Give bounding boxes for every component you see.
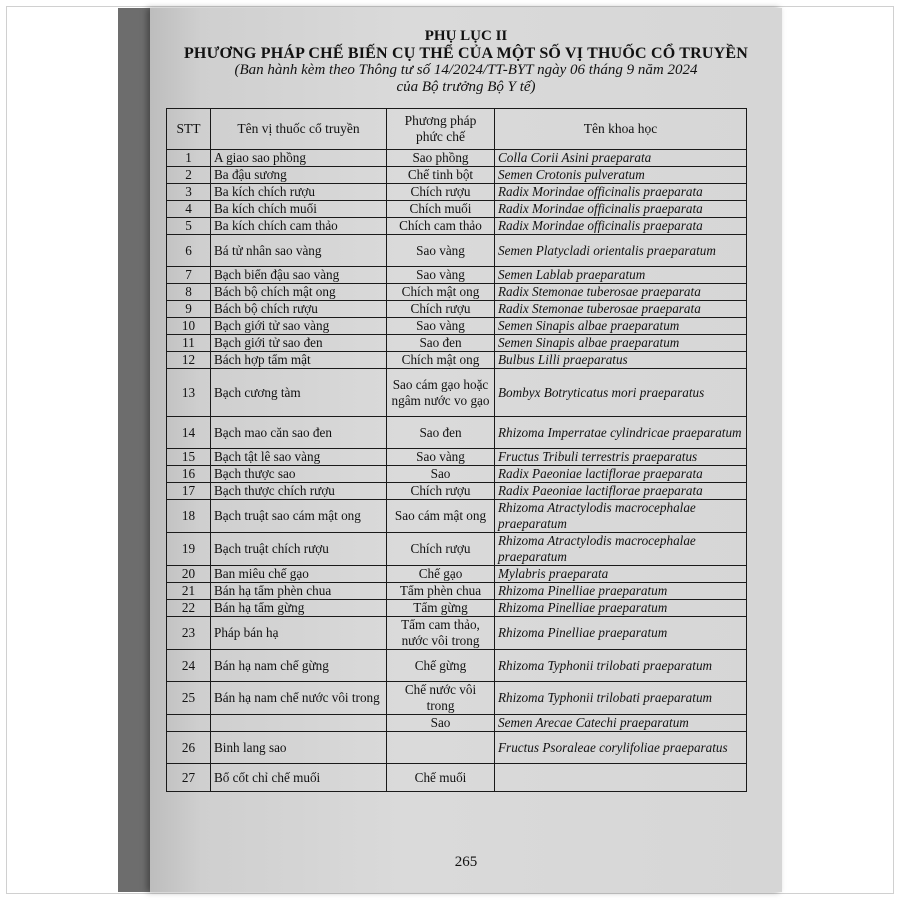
cell-scientific-name	[495, 764, 747, 792]
cell-name: Bách bộ chích rượu	[211, 301, 387, 318]
table-row	[167, 732, 747, 764]
cell-method: Sao vàng	[387, 267, 495, 284]
cell-stt	[167, 715, 211, 732]
cell-stt: 2	[167, 167, 211, 184]
cell-method: Sao	[387, 466, 495, 483]
cell-stt: 12	[167, 352, 211, 369]
cell-name: Bán hạ nam chế nước vôi trong	[211, 682, 387, 715]
book-page	[150, 8, 782, 892]
col-header-method: Phương pháp phức chế	[387, 109, 495, 150]
cell-scientific-name: Radix Stemonae tuberosae praeparata	[495, 301, 747, 318]
cell-method: Chích rượu	[387, 533, 495, 566]
cell-name: Ban miêu chế gạo	[211, 566, 387, 583]
cell-method: Chích cam thảo	[387, 218, 495, 235]
cell-scientific-name: Radix Morindae officinalis praeparata	[495, 201, 747, 218]
cell-scientific-name: Fructus Psoraleae corylifoliae praeparatus	[495, 732, 747, 764]
cell-scientific-name: Mylabris praeparata	[495, 566, 747, 583]
cell-method: Sao cám mật ong	[387, 500, 495, 533]
table-row	[167, 352, 747, 369]
cell-method: Chế muối	[387, 764, 495, 792]
table-row	[167, 150, 747, 167]
table-row	[167, 483, 747, 500]
table-row	[167, 335, 747, 352]
cell-method: Chế gừng	[387, 650, 495, 682]
cell-scientific-name: Radix Morindae officinalis praeparata	[495, 184, 747, 201]
page-header	[150, 28, 782, 95]
cell-name: Bạch giới tử sao vàng	[211, 318, 387, 335]
cell-method: Tẩm phèn chua	[387, 583, 495, 600]
cell-method: Sao đen	[387, 335, 495, 352]
cell-scientific-name: Rhizoma Atractylodis macrocephalae praeparatum	[495, 500, 747, 533]
cell-method: Tẩm cam thảo, nước vôi trong	[387, 617, 495, 650]
table-row	[167, 449, 747, 466]
cell-method: Sao phồng	[387, 150, 495, 167]
cell-stt: 17	[167, 483, 211, 500]
cell-stt: 18	[167, 500, 211, 533]
cell-scientific-name: Rhizoma Pinelliae praeparatum	[495, 600, 747, 617]
cell-name: A giao sao phồng	[211, 150, 387, 167]
cell-stt: 9	[167, 301, 211, 318]
table-row	[167, 583, 747, 600]
cell-scientific-name: Rhizoma Imperratae cylindricae praeparatum	[495, 417, 747, 449]
page-number: 265	[454, 854, 478, 870]
cell-name: Bán hạ tẩm gừng	[211, 600, 387, 617]
table-row	[167, 682, 747, 715]
cell-method: Chích mật ong	[387, 352, 495, 369]
appendix-label: PHỤ LỤC II	[424, 28, 508, 44]
cell-name: Bạch mao căn sao đen	[211, 417, 387, 449]
table-row	[167, 617, 747, 650]
cell-method: Sao cám gạo hoặc ngâm nước vo gạo	[387, 369, 495, 417]
cell-scientific-name: Rhizoma Atractylodis macrocephalae praeparatum	[495, 533, 747, 566]
cell-scientific-name: Radix Paeoniae lactiflorae praeparata	[495, 466, 747, 483]
cell-name	[211, 715, 387, 732]
cell-name: Bổ cốt chỉ chế muối	[211, 764, 387, 792]
cell-method: Chế tinh bột	[387, 167, 495, 184]
cell-method: Tẩm gừng	[387, 600, 495, 617]
cell-name: Ba kích chích muối	[211, 201, 387, 218]
cell-scientific-name: Semen Lablab praeparatum	[495, 267, 747, 284]
table-header-row	[167, 109, 747, 150]
document-title: PHƯƠNG PHÁP CHẾ BIẾN CỤ THỂ CỦA MỘT SỐ VỊ THUỐC CỔ TRUYỀN	[183, 44, 749, 62]
cell-method: Sao vàng	[387, 318, 495, 335]
cell-method	[387, 732, 495, 764]
table-row	[167, 218, 747, 235]
table-row	[167, 235, 747, 267]
cell-name: Pháp bán hạ	[211, 617, 387, 650]
cell-scientific-name: Rhizoma Typhonii trilobati praeparatum	[495, 682, 747, 715]
subtitle-line-2: của Bộ trưởng Bộ Y tế)	[396, 78, 536, 95]
cell-name: Binh lang sao	[211, 732, 387, 764]
cell-name: Bách bộ chích mật ong	[211, 284, 387, 301]
cell-stt: 13	[167, 369, 211, 417]
cell-name: Bạch truật chích rượu	[211, 533, 387, 566]
cell-scientific-name: Rhizoma Typhonii trilobati praeparatum	[495, 650, 747, 682]
cell-name: Bạch tật lê sao vàng	[211, 449, 387, 466]
cell-method: Chế gạo	[387, 566, 495, 583]
cell-method: Sao đen	[387, 417, 495, 449]
table-row	[167, 284, 747, 301]
table-row	[167, 566, 747, 583]
cell-name: Bạch truật sao cám mật ong	[211, 500, 387, 533]
cell-method: Chích rượu	[387, 184, 495, 201]
cell-name: Bạch giới tử sao đen	[211, 335, 387, 352]
cell-stt: 3	[167, 184, 211, 201]
cell-name: Bạch thược chích rượu	[211, 483, 387, 500]
cell-name: Bạch cương tàm	[211, 369, 387, 417]
cell-stt: 20	[167, 566, 211, 583]
cell-name: Bạch thược sao	[211, 466, 387, 483]
cell-stt: 19	[167, 533, 211, 566]
cell-scientific-name: Fructus Tribuli terrestris praeparatus	[495, 449, 747, 466]
cell-name: Bách hợp tẩm mật	[211, 352, 387, 369]
cell-scientific-name: Colla Corii Asini praeparata	[495, 150, 747, 167]
table-row	[167, 715, 747, 732]
col-header-name: Tên vị thuốc cổ truyền	[211, 109, 387, 150]
cell-name: Ba kích chích cam thảo	[211, 218, 387, 235]
table-row	[167, 466, 747, 483]
table-row	[167, 301, 747, 318]
cell-method: Chích rượu	[387, 483, 495, 500]
cell-stt: 8	[167, 284, 211, 301]
cell-name: Bán hạ tẩm phèn chua	[211, 583, 387, 600]
cell-stt: 4	[167, 201, 211, 218]
cell-stt: 21	[167, 583, 211, 600]
table-row	[167, 417, 747, 449]
cell-stt: 5	[167, 218, 211, 235]
cell-scientific-name: Radix Paeoniae lactiflorae praeparata	[495, 483, 747, 500]
cell-scientific-name: Bombyx Botryticatus mori praeparatus	[495, 369, 747, 417]
cell-name: Bán hạ nam chế gừng	[211, 650, 387, 682]
cell-method: Chích mật ong	[387, 284, 495, 301]
table-row	[167, 500, 747, 533]
cell-stt: 26	[167, 732, 211, 764]
cell-stt: 16	[167, 466, 211, 483]
table-row	[167, 533, 747, 566]
cell-stt: 1	[167, 150, 211, 167]
cell-stt: 10	[167, 318, 211, 335]
cell-stt: 24	[167, 650, 211, 682]
table-row	[167, 600, 747, 617]
table-row	[167, 650, 747, 682]
cell-stt: 11	[167, 335, 211, 352]
cell-stt: 25	[167, 682, 211, 715]
cell-stt: 15	[167, 449, 211, 466]
cell-method: Sao vàng	[387, 235, 495, 267]
cell-scientific-name: Bulbus Lilli praeparatus	[495, 352, 747, 369]
cell-scientific-name: Semen Platycladi orientalis praeparatum	[495, 235, 747, 267]
cell-name: Bạch biển đậu sao vàng	[211, 267, 387, 284]
cell-scientific-name: Semen Sinapis albae praeparatum	[495, 318, 747, 335]
table-row	[167, 764, 747, 792]
cell-scientific-name: Semen Crotonis pulveratum	[495, 167, 747, 184]
herbal-medicine-table	[166, 108, 747, 792]
table-row	[167, 184, 747, 201]
table-row	[167, 369, 747, 417]
col-header-stt: STT	[167, 109, 211, 150]
cell-scientific-name: Semen Sinapis albae praeparatum	[495, 335, 747, 352]
cell-name: Ba đậu sương	[211, 167, 387, 184]
cell-name: Bá tử nhân sao vàng	[211, 235, 387, 267]
col-header-scientific-name: Tên khoa học	[495, 109, 747, 150]
cell-stt: 6	[167, 235, 211, 267]
cell-stt: 7	[167, 267, 211, 284]
cell-method: Chích rượu	[387, 301, 495, 318]
cell-scientific-name: Semen Arecae Catechi praeparatum	[495, 715, 747, 732]
cell-method: Chích muối	[387, 201, 495, 218]
cell-name: Ba kích chích rượu	[211, 184, 387, 201]
cell-method: Sao vàng	[387, 449, 495, 466]
cell-stt: 27	[167, 764, 211, 792]
subtitle-line-1: (Ban hành kèm theo Thông tư số 14/2024/TT-BYT ngày 06 tháng 9 năm 2024	[234, 62, 698, 79]
table-row	[167, 318, 747, 335]
table-row	[167, 267, 747, 284]
cell-scientific-name: Radix Morindae officinalis praeparata	[495, 218, 747, 235]
cell-scientific-name: Radix Stemonae tuberosae praeparata	[495, 284, 747, 301]
table-body	[167, 150, 747, 792]
table-row	[167, 201, 747, 218]
cell-scientific-name: Rhizoma Pinelliae praeparatum	[495, 617, 747, 650]
cell-method: Chế nước vôi trong	[387, 682, 495, 715]
cell-stt: 22	[167, 600, 211, 617]
cell-stt: 14	[167, 417, 211, 449]
cell-method: Sao	[387, 715, 495, 732]
table-row	[167, 167, 747, 184]
cell-scientific-name: Rhizoma Pinelliae praeparatum	[495, 583, 747, 600]
cell-stt: 23	[167, 617, 211, 650]
